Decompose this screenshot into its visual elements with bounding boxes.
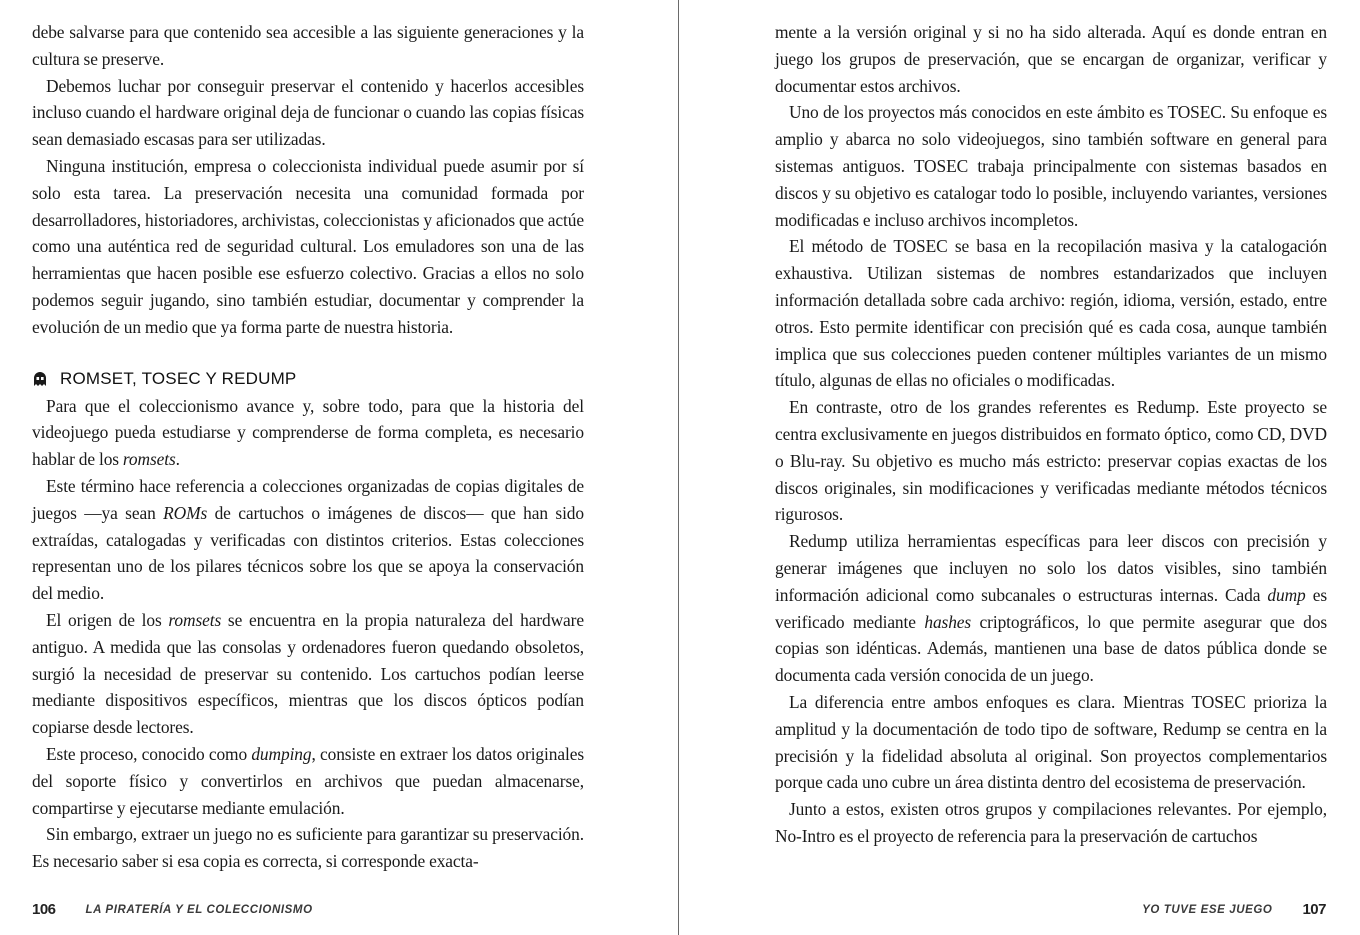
paragraph: mente a la versión original y si no ha sido alterada. Aquí es donde entran en juego los grupos de preservación, que se encargan de organizar, verificar y documentar estos archivos.	[775, 22, 1327, 96]
paragraph: Para que el coleccionismo avance y, sobre todo, para que la historia del videojuego pueda estudiarse y comprenderse de forma completa, es necesario hablar de los romsets.	[32, 395, 584, 470]
ghost-icon	[32, 371, 48, 387]
italic-term: romsets	[122, 449, 176, 470]
left-footer	[32, 901, 313, 918]
running-head: YO TUVE ESE JUEGO	[1142, 903, 1273, 916]
paragraph: Ninguna institución, empresa o coleccionista individual puede asumir por sí solo esta tarea. La preservación necesita una comunidad formada por desarrolladores, historiadores, archivistas, coleccionistas y aficionados que actúe como una auténtica red de seguridad cultural. Los emuladores son una de las herramientas que hacen posible ese esfuerzo colectivo. Gracias a ellos no solo podemos seguir jugando, sino también estudiar, documentar y comprender la evolución de un medio que ya forma parte de nuestra historia.	[32, 155, 584, 337]
page-number: 107	[1302, 901, 1326, 918]
italic-term: dump	[1267, 584, 1306, 605]
right-page	[775, 19, 1327, 850]
paragraph: Sin embargo, extraer un juego no es suficiente para garantizar su preservación. Es necesario saber si esa copia es correcta, si corresponde exacta-	[32, 824, 584, 872]
paragraph: La diferencia entre ambos enfoques es clara. Mientras TOSEC prioriza la amplitud y la documentación de todo tipo de software, Redump se centra en la precisión y la fidelidad absoluta al original. Son proyectos complementarios porque cada uno cubre un área distinta dentro del ecosistema de preservación.	[775, 691, 1327, 793]
paragraph: debe salvarse para que contenido sea accesible a las siguiente generaciones y la cultura se preserve.	[32, 22, 584, 69]
paragraph: Este término hace referencia a colecciones organizadas de copias digitales de juegos —ya sean ROMs de cartuchos o imágenes de discos— que han sido extraídas, catalogadas y verificadas con distintos criterios. Estas colecciones representan uno de los pilares técnicos sobre los que se apoya la conservación del medio.	[32, 475, 584, 604]
italic-term: hashes	[924, 611, 972, 632]
running-head: LA PIRATERÍA Y EL COLECCIONISMO	[85, 903, 313, 916]
paragraph: En contraste, otro de los grandes referentes es Redump. Este proyecto se centra exclusivamente en juegos distribuidos en formato óptico, como CD, DVD o Blu-ray. Su objetivo es mucho más estricto: preservar copias exactas de los discos originales, sin modificaciones y verificadas mediante métodos técnicos rigurosos.	[775, 397, 1327, 525]
right-footer	[1142, 901, 1326, 918]
paragraph: Este proceso, conocido como dumping, consiste en extraer los datos originales del soporte físico y convertirlos en archivos que puedan almacenarse, compartirse y ejecutarse mediante emulación.	[32, 743, 584, 818]
page-gutter	[678, 0, 679, 935]
paragraph: El método de TOSEC se basa en la recopilación masiva y la catalogación exhaustiva. Utilizan sistemas de nombres estandarizados que incluyen información detallada sobre cada archivo: región, idioma, versión, estado, entre otros. Esto permite identificar con precisión qué es cada cosa, aunque también implica que sus colecciones pueden contener múltiples variantes de un mismo título, algunas de ellas no oficiales o modificadas.	[775, 236, 1327, 391]
paragraph: El origen de los romsets se encuentra en la propia naturaleza del hardware antiguo. A medida que las consolas y ordenadores fueron quedando obsoletos, surgió la necesidad de preservar su contenido. Los cartuchos podían leerse mediante dispositivos específicos, mientras que los discos ópticos podían copiarse desde lectores.	[32, 609, 584, 738]
paragraph: Junto a estos, existen otros grupos y compilaciones relevantes. Por ejemplo, No-Intro es el proyecto de referencia para la preservación de cartuchos	[775, 799, 1327, 846]
italic-term: ROMs	[163, 502, 208, 523]
paragraph: Debemos luchar por conseguir preservar el contenido y hacerlos accesibles incluso cuando el hardware original deja de funcionar o cuando las copias físicas sean demasiado escasas para ser utilizadas.	[32, 75, 584, 150]
section-heading	[32, 365, 584, 393]
italic-term: romsets	[168, 609, 222, 630]
page-number: 106	[32, 901, 56, 918]
paragraph: Uno de los proyectos más conocidos en este ámbito es TOSEC. Su enfoque es amplio y abarca no solo videojuegos, sino también software en general para sistemas antiguos. TOSEC trabaja principalmente con sistemas basados en discos y su objetivo es catalogar todo lo posible, incluyendo variantes, versiones modificadas e incluso archivos incompletos.	[775, 102, 1327, 230]
left-page	[32, 19, 584, 875]
section-heading-text: ROMSET, TOSEC Y REDUMP	[60, 368, 297, 388]
italic-term: dumping	[251, 743, 312, 764]
paragraph: Redump utiliza herramientas específicas para leer discos con precisión y generar imágenes que incluyen no solo los datos visibles, sino también información adicional como subcanales o estructuras internas. Cada dump es verificado mediante hashes criptográficos, lo que permite asegurar que dos copias son idénticas. Además, mantienen una base de datos pública donde se documenta cada versión conocida de un juego.	[775, 531, 1328, 686]
